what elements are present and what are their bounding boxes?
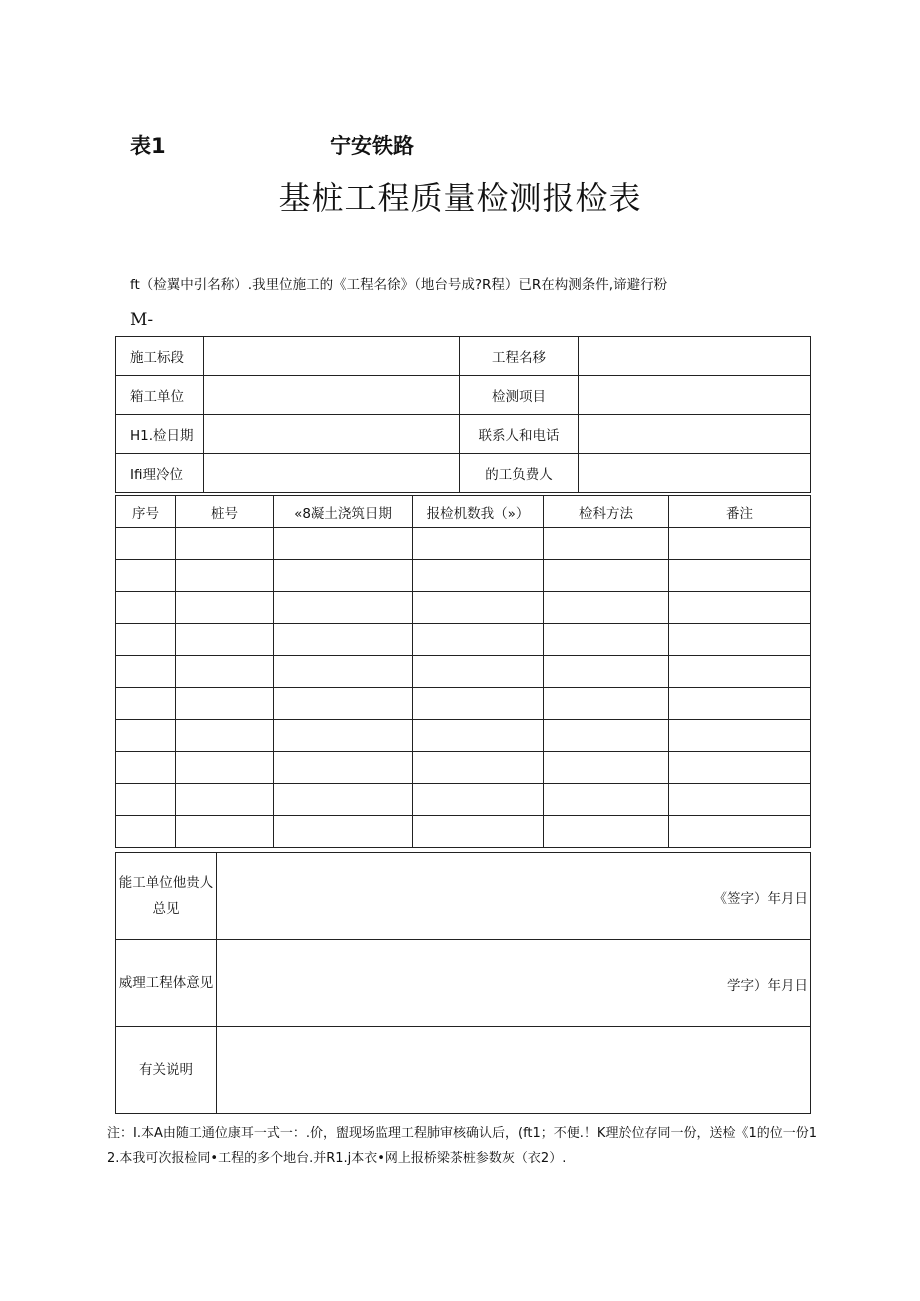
form-title: 基桩工程质量检测报检表	[278, 179, 642, 217]
table-cell[interactable]	[544, 560, 669, 592]
table-cell[interactable]	[116, 624, 176, 656]
construction-opinion-label-line1: 能工单位他贵人	[118, 875, 214, 891]
info-value-cell[interactable]	[204, 337, 460, 376]
table-cell[interactable]	[544, 784, 669, 816]
table-cell[interactable]	[413, 560, 544, 592]
info-value-cell[interactable]	[204, 415, 460, 454]
table-cell[interactable]	[544, 592, 669, 624]
info-label: 检测项目	[460, 376, 579, 415]
table-cell[interactable]	[274, 560, 413, 592]
table-cell[interactable]	[413, 752, 544, 784]
railway-name: 宁安铁路	[330, 134, 414, 158]
table-cell[interactable]	[669, 784, 811, 816]
pile-rows	[116, 528, 811, 848]
table-cell[interactable]	[116, 528, 176, 560]
table-cell[interactable]	[669, 560, 811, 592]
table-row	[116, 720, 811, 752]
table-cell[interactable]	[274, 656, 413, 688]
table-cell[interactable]	[116, 752, 176, 784]
table-cell[interactable]	[116, 816, 176, 848]
info-label: 工程名移	[460, 337, 579, 376]
table-cell[interactable]	[116, 656, 176, 688]
table-cell[interactable]	[176, 688, 274, 720]
table-cell[interactable]	[176, 752, 274, 784]
table-cell[interactable]	[544, 752, 669, 784]
table-cell[interactable]	[669, 592, 811, 624]
table-cell[interactable]	[176, 624, 274, 656]
footnote-line-1: 注：I.本A由随工通位康耳一式一：.价，盥现场监理工程肺审核确认后，(ft1；不便.！K理於位存同一份，送检《1的位一份1	[107, 1126, 817, 1141]
remarks-cell[interactable]	[217, 1027, 811, 1114]
supervision-signature: 学字）年月日	[727, 978, 808, 994]
table-row	[116, 656, 811, 688]
info-value-cell[interactable]	[204, 376, 460, 415]
remarks-label: 有关说明	[116, 1027, 217, 1114]
remarks-row	[116, 1027, 811, 1114]
table-cell[interactable]	[669, 624, 811, 656]
prefix-text: M-	[130, 310, 154, 330]
table-cell[interactable]	[274, 592, 413, 624]
info-row	[116, 337, 811, 376]
construction-opinion-cell[interactable]	[217, 853, 811, 940]
column-header: 番注	[669, 496, 811, 528]
column-header: 序号	[116, 496, 176, 528]
column-header: 检科方法	[544, 496, 669, 528]
table-row	[116, 752, 811, 784]
construction-opinion-label	[116, 853, 217, 940]
table-row	[116, 688, 811, 720]
table-cell[interactable]	[176, 528, 274, 560]
intro-text: ft（检翼中引名称）.我里位施工的《工程名徐》（地台号成?R程）已R在构测条件,谛避行粉	[130, 277, 668, 293]
table-row	[116, 592, 811, 624]
table-cell[interactable]	[413, 784, 544, 816]
table-cell[interactable]	[274, 784, 413, 816]
table-cell[interactable]	[413, 720, 544, 752]
info-label: 联系人和电话	[460, 415, 579, 454]
table-number-label: 表1	[130, 134, 166, 158]
table-cell[interactable]	[413, 656, 544, 688]
table-cell[interactable]	[544, 624, 669, 656]
construction-signature: 《签字）年月日	[713, 891, 808, 907]
column-header: 桩号	[176, 496, 274, 528]
table-cell[interactable]	[116, 592, 176, 624]
pile-list-table	[115, 495, 811, 848]
construction-opinion-label-line2: 总见	[152, 901, 180, 917]
table-cell[interactable]	[413, 688, 544, 720]
column-header: «8凝土浇筑日期	[274, 496, 413, 528]
info-value-cell[interactable]	[579, 376, 811, 415]
pile-header-row	[116, 496, 811, 528]
table-cell[interactable]	[116, 720, 176, 752]
info-label: 箱工单位	[116, 376, 204, 415]
table-cell[interactable]	[274, 816, 413, 848]
opinion-table	[115, 852, 811, 1114]
table-cell[interactable]	[669, 752, 811, 784]
info-row	[116, 415, 811, 454]
table-row	[116, 624, 811, 656]
table-cell[interactable]	[669, 688, 811, 720]
table-cell[interactable]	[274, 688, 413, 720]
info-value-cell[interactable]	[579, 454, 811, 493]
info-label: Ifi理冷位	[116, 454, 204, 493]
table-cell[interactable]	[669, 656, 811, 688]
table-cell[interactable]	[274, 528, 413, 560]
table-cell[interactable]	[544, 816, 669, 848]
table-cell[interactable]	[413, 816, 544, 848]
table-cell[interactable]	[176, 560, 274, 592]
project-info-table	[115, 336, 811, 493]
info-label: H1.检日期	[116, 415, 204, 454]
info-row	[116, 454, 811, 493]
table-cell[interactable]	[176, 816, 274, 848]
table-cell[interactable]	[669, 816, 811, 848]
table-cell[interactable]	[544, 688, 669, 720]
table-cell[interactable]	[669, 528, 811, 560]
info-value-cell[interactable]	[204, 454, 460, 493]
table-cell[interactable]	[176, 592, 274, 624]
table-row	[116, 816, 811, 848]
table-cell[interactable]	[176, 656, 274, 688]
table-cell[interactable]	[116, 688, 176, 720]
table-cell[interactable]	[413, 624, 544, 656]
table-row	[116, 528, 811, 560]
table-cell[interactable]	[413, 592, 544, 624]
info-label: 的工负费人	[460, 454, 579, 493]
info-value-cell[interactable]	[579, 337, 811, 376]
table-cell[interactable]	[413, 528, 544, 560]
table-cell[interactable]	[176, 784, 274, 816]
footnotes	[107, 1121, 817, 1171]
table-cell[interactable]	[116, 784, 176, 816]
table-cell[interactable]	[274, 624, 413, 656]
table-cell[interactable]	[669, 720, 811, 752]
info-value-cell[interactable]	[579, 415, 811, 454]
footnote-line-2: 2.本我可次报检同•工程的多个地台.并R1.j本衣•网上报桥梁茶桩参数灰（衣2）.	[107, 1151, 567, 1166]
supervision-opinion-label: 威理工程体意见	[116, 940, 217, 1027]
table-row	[116, 784, 811, 816]
table-cell[interactable]	[274, 752, 413, 784]
table-cell[interactable]	[116, 560, 176, 592]
table-cell[interactable]	[274, 720, 413, 752]
info-row	[116, 376, 811, 415]
table-cell[interactable]	[544, 528, 669, 560]
table-cell[interactable]	[544, 656, 669, 688]
table-cell[interactable]	[544, 720, 669, 752]
construction-opinion-row	[116, 853, 811, 940]
table-row	[116, 560, 811, 592]
table-cell[interactable]	[176, 720, 274, 752]
column-header: 报检机数我（»）	[413, 496, 544, 528]
info-label: 施工标段	[116, 337, 204, 376]
supervision-opinion-cell[interactable]	[217, 940, 811, 1027]
supervision-opinion-row	[116, 940, 811, 1027]
